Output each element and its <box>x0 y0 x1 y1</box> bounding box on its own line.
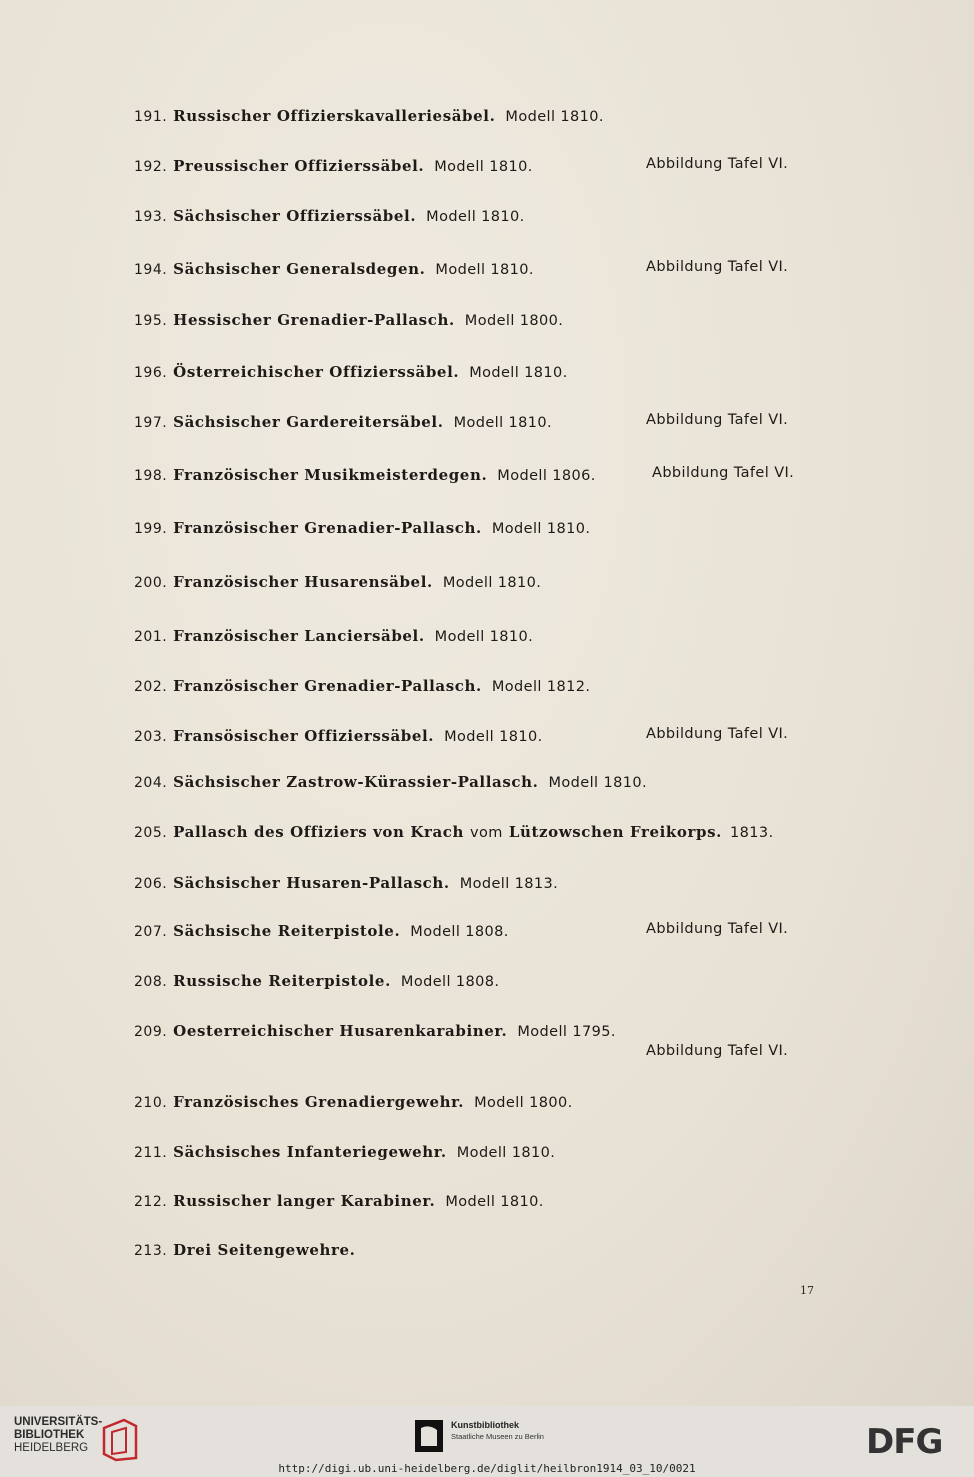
entry-name: Pallasch des Offiziers von Krach <box>173 823 465 841</box>
entry-name: Sächsischer Generalsdegen. <box>173 260 426 278</box>
entry-model: Modell 1810. <box>442 575 542 591</box>
entry-name: Französischer Husarensäbel. <box>173 573 433 591</box>
entry-number: 202. <box>134 679 168 695</box>
catalog-entry <box>134 206 824 225</box>
source-url-link[interactable]: http://digi.ub.uni-heidelberg.de/diglit/heilbron1914_03_10/0021 <box>278 1462 696 1475</box>
entry-number: 194. <box>134 262 168 278</box>
entry-model: Modell 1810. <box>505 109 604 125</box>
catalog-entry <box>134 822 824 841</box>
catalog-entry <box>134 572 824 591</box>
entry-name: Französischer Grenadier-Pallasch. <box>173 519 482 537</box>
entry-connector: vom <box>470 825 503 841</box>
entry-name: Hessischer Grenadier-Pallasch. <box>173 311 455 329</box>
entry-number: 204. <box>134 775 168 791</box>
entry-number: 212. <box>134 1194 168 1210</box>
kunstbibliothek-mark-icon <box>415 1420 443 1452</box>
entry-number: 201. <box>134 629 168 645</box>
entry-name: Sächsische Reiterpistole. <box>173 922 401 940</box>
entry-name: Sächsischer Zastrow-Kürassier-Pallasch. <box>173 773 539 791</box>
catalog-entry <box>134 971 824 990</box>
entry-model: Modell 1806. <box>497 468 596 484</box>
entry-model: Modell 1813. <box>459 876 559 892</box>
catalog-entry <box>134 106 824 125</box>
entry-plate-reference: Abbildung Tafel VI. <box>646 1043 789 1059</box>
entry-model: Modell 1810. <box>434 159 533 175</box>
entry-model: Modell 1810. <box>444 729 543 745</box>
catalog-entry <box>134 676 824 695</box>
entry-name: Fransösischer Offizierssäbel. <box>173 727 435 745</box>
entry-model: 1813. <box>730 825 774 841</box>
uni-line-2: BIBLIOTHEK <box>14 1429 85 1441</box>
entry-model: Modell 1810. <box>445 1194 544 1210</box>
entry-number: 203. <box>134 729 168 745</box>
entry-number: 213. <box>134 1243 168 1259</box>
entry-name: Französisches Grenadiergewehr. <box>173 1093 465 1111</box>
entry-plate-reference: Abbildung Tafel VI. <box>646 156 789 172</box>
entry-name: Russischer Offizierskavalleriesäbel. <box>173 107 496 125</box>
entry-model: Modell 1810. <box>435 262 534 278</box>
university-library-name <box>14 1416 102 1455</box>
catalog-entry <box>134 626 824 645</box>
uni-line-1: UNIVERSITÄTS- <box>14 1416 103 1428</box>
catalog-entry <box>134 873 824 892</box>
catalog-entry <box>134 921 824 940</box>
entry-number: 206. <box>134 876 168 892</box>
entry-number: 207. <box>134 924 168 940</box>
entry-plate-reference: Abbildung Tafel VI. <box>646 259 789 275</box>
kunstbibliothek-subtitle: Staatliche Museen zu Berlin <box>451 1432 544 1441</box>
entry-name: Französischer Lanciersäbel. <box>173 627 425 645</box>
catalog-entry <box>134 362 824 381</box>
catalog-entry <box>134 772 824 791</box>
entry-name: Sächsisches Infanteriegewehr. <box>173 1143 447 1161</box>
entry-plate-reference: Abbildung Tafel VI. <box>652 465 795 481</box>
entry-name: Österreichischer Offizierssäbel. <box>173 363 460 381</box>
entry-name: Sächsischer Husaren-Pallasch. <box>173 874 450 892</box>
entry-name: Französischer Musikmeisterdegen. <box>173 466 488 484</box>
entry-model: Modell 1800. <box>464 313 564 329</box>
entry-number: 200. <box>134 575 168 591</box>
entry-model: Modell 1808. <box>410 924 509 940</box>
entry-number: 193. <box>134 209 168 225</box>
digitization-footer <box>0 1406 974 1477</box>
entry-model: Modell 1810. <box>426 209 525 225</box>
entry-plate-reference: Abbildung Tafel VI. <box>646 921 789 937</box>
catalog-entry <box>134 465 824 484</box>
entry-number: 208. <box>134 974 168 990</box>
university-mark-icon <box>98 1418 138 1462</box>
catalog-entry <box>134 310 824 329</box>
entry-name: Sächsischer Gardereitersäbel. <box>173 413 444 431</box>
entry-name: Preussischer Offizierssäbel. <box>173 157 425 175</box>
entry-model: Modell 1810. <box>456 1145 556 1161</box>
entry-number: 192. <box>134 159 168 175</box>
catalog-entry <box>134 726 824 745</box>
entry-model: Modell 1800. <box>474 1095 573 1111</box>
university-library-logo[interactable] <box>14 1416 144 1468</box>
kunstbibliothek-logo[interactable] <box>415 1420 595 1454</box>
entry-name: Oesterreichischer Husarenkarabiner. <box>173 1022 508 1040</box>
catalog-entry <box>134 1240 824 1259</box>
dfg-logo[interactable]: DFG <box>866 1422 943 1462</box>
catalog-entry <box>134 259 824 278</box>
entry-number: 210. <box>134 1095 168 1111</box>
entry-number: 205. <box>134 825 168 841</box>
catalog-entry <box>134 1142 824 1161</box>
catalog-entry <box>134 1021 824 1059</box>
entry-number: 198. <box>134 468 168 484</box>
entry-number: 196. <box>134 365 168 381</box>
entry-number: 211. <box>134 1145 168 1161</box>
entry-name: Sächsischer Offizierssäbel. <box>173 207 417 225</box>
entry-name: Drei Seitengewehre. <box>173 1241 356 1259</box>
entry-name: Französischer Grenadier-Pallasch. <box>173 677 482 695</box>
entry-model: Modell 1810. <box>434 629 534 645</box>
entry-number: 209. <box>134 1024 168 1040</box>
entry-number: 191. <box>134 109 168 125</box>
catalog-entry <box>134 518 824 537</box>
entry-name: Russische Reiterpistole. <box>173 972 391 990</box>
entry-name: Russischer langer Karabiner. <box>173 1192 436 1210</box>
entry-model: Modell 1810. <box>491 521 591 537</box>
entry-number: 195. <box>134 313 168 329</box>
entry-model: Modell 1812. <box>491 679 591 695</box>
entry-model: Modell 1795. <box>517 1024 616 1040</box>
kunstbibliothek-title: Kunstbibliothek <box>451 1420 519 1430</box>
catalog-entry <box>134 156 824 175</box>
entry-model: Modell 1808. <box>400 974 500 990</box>
entry-model: Modell 1810. <box>548 775 647 791</box>
entry-model: Modell 1810. <box>469 365 568 381</box>
catalog-entry <box>134 1191 824 1210</box>
page-number: 17 <box>800 1284 814 1297</box>
catalog-entry <box>134 412 824 431</box>
entry-number: 197. <box>134 415 168 431</box>
entry-name-continued: Lützowschen Freikorps. <box>508 823 722 841</box>
entry-plate-reference: Abbildung Tafel VI. <box>646 726 789 742</box>
catalog-entry <box>134 1092 824 1111</box>
entry-plate-reference: Abbildung Tafel VI. <box>646 412 789 428</box>
entry-number: 199. <box>134 521 168 537</box>
entry-model: Modell 1810. <box>453 415 553 431</box>
uni-line-3: HEIDELBERG <box>14 1442 89 1454</box>
